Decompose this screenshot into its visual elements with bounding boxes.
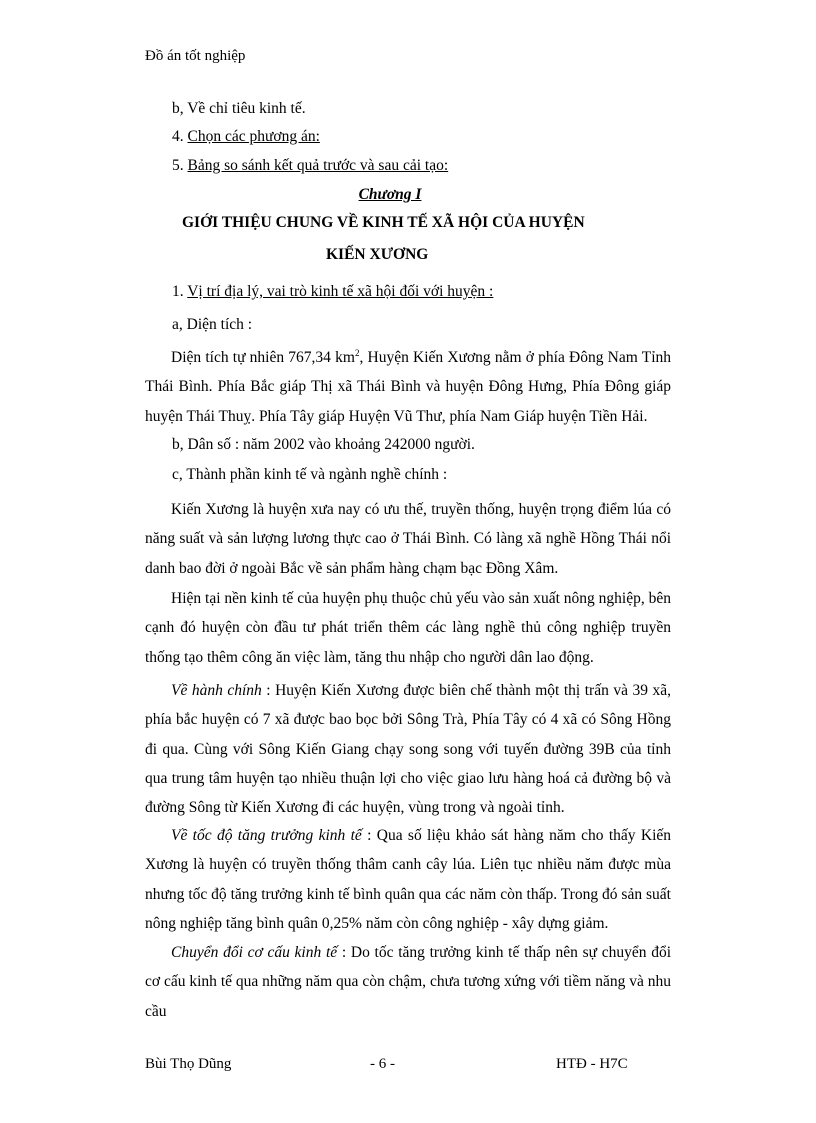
restructuring-label: Chuyển đổi cơ cấu kinh tế: [171, 944, 338, 961]
toc-item-b: b, Về chỉ tiêu kinh tế.: [172, 100, 306, 117]
footer-author: Bùi Thọ Dũng: [145, 1056, 232, 1072]
area-heading: a, Diện tích :: [172, 316, 253, 333]
toc-item-5-number: 5.: [172, 157, 184, 174]
administration-label: Về hành chính: [171, 682, 262, 699]
growth-paragraph: [145, 821, 671, 938]
toc-item-5-text: Bảng so sánh kết quả trước và sau cải tạo:: [187, 157, 449, 174]
area-text-before: Diện tích tự nhiên 767,34 km: [171, 349, 355, 366]
footer-class-code: HTĐ - H7C: [556, 1056, 628, 1072]
footer-page-number: - 6 -: [370, 1056, 395, 1072]
chapter-label: Chương I: [358, 186, 422, 203]
page-header: Đồ án tốt nghiệp: [145, 48, 246, 64]
section-1-title: Vị trí địa lý, vai trò kinh tế xã hội đối với huyện :: [187, 283, 494, 300]
toc-item-5: [172, 157, 448, 175]
chapter-title-line-1: GIỚI THIỆU CHUNG VỀ KINH TẾ XÃ HỘI CỦA HUYỆN: [182, 214, 585, 231]
toc-item-4: [172, 128, 320, 146]
toc-item-4-text: Chọn các phương án:: [187, 128, 320, 145]
restructuring-paragraph: [145, 938, 671, 1026]
growth-text: : Qua số liệu khảo sát hàng năm cho thấy Kiến Xương là huyện có truyền thống thâm canh cây lúa. Liên tục nhiều năm được mùa nhưng tốc độ tăng trưởng kinh tế bình quân qua các năm còn thấp. Trong đó sản suất nông nghiệp tăng bình quân 0,25% năm còn công nghiệp - xây dựng giảm.: [145, 827, 671, 932]
section-1-heading: [172, 283, 493, 301]
restructuring-text: : Do tốc tăng trưởng kinh tế thấp nên sự chuyển đổi cơ cấu kinh tế qua những năm qua còn chậm, chưa tương xứng với tiềm năng và nhu cầu: [145, 944, 672, 1020]
administration-text: : Huyện Kiến Xương được biên chế thành một thị trấn và 39 xã, phía bắc huyện có 7 xã được bao bọc bởi Sông Trà, Phía Tây có 4 xã có Sông Hồng đi qua. Cùng với Sông Kiến Giang chạy song song với tuyến đường 39B của tỉnh qua trung tâm huyện tạo nhiều thuận lợi cho việc giao lưu hàng hoá cả đường bộ và đường Sông từ Kiến Xương đi các huyện, vùng trong và ngoài tỉnh.: [145, 682, 671, 817]
chapter-title-line-2: KIẾN XƯƠNG: [326, 246, 429, 263]
economy-heading: c, Thành phần kinh tế và ngành nghề chính :: [172, 466, 448, 483]
area-text-after: , Huyện Kiến Xương nằm ở phía Đông Nam Tỉnh Thái Bình. Phía Bắc giáp Thị xã Thái Bình và huyện Đông Hưng, Phía Đông giáp huyện Thái Thuỵ. Phía Tây giáp Huyện Vũ Thư, phía Nam Giáp huyện Tiền Hải.: [145, 349, 671, 425]
administration-paragraph: [145, 676, 671, 822]
population-line: b, Dân số : năm 2002 vào khoảng 242000 người.: [172, 436, 475, 453]
area-paragraph: [145, 343, 671, 431]
growth-label: Về tốc độ tăng trưởng kinh tế: [171, 827, 362, 844]
history-paragraph: Kiến Xương là huyện xưa nay có ưu thế, truyền thống, huyện trọng điểm lúa có năng suất và sản lượng lương thực cao ở Thái Bình. Có làng xã nghề Hồng Thái nổi danh bao đời ở ngoài Bắc về sản phẩm hàng chạm bạc Đồng Xâm.: [145, 501, 671, 577]
section-1-number: 1.: [172, 283, 184, 300]
current-economy-paragraph: Hiện tại nền kinh tế của huyện phụ thuộc chủ yếu vào sản xuất nông nghiệp, bên cạnh đó huyện còn đầu tư phát triển thêm các làng nghề thủ công nghiệp truyền thống tạo thêm công ăn việc làm, tăng thu nhập cho người dân lao động.: [145, 590, 671, 666]
area-superscript: 2: [354, 347, 360, 358]
toc-item-4-number: 4.: [172, 128, 184, 145]
